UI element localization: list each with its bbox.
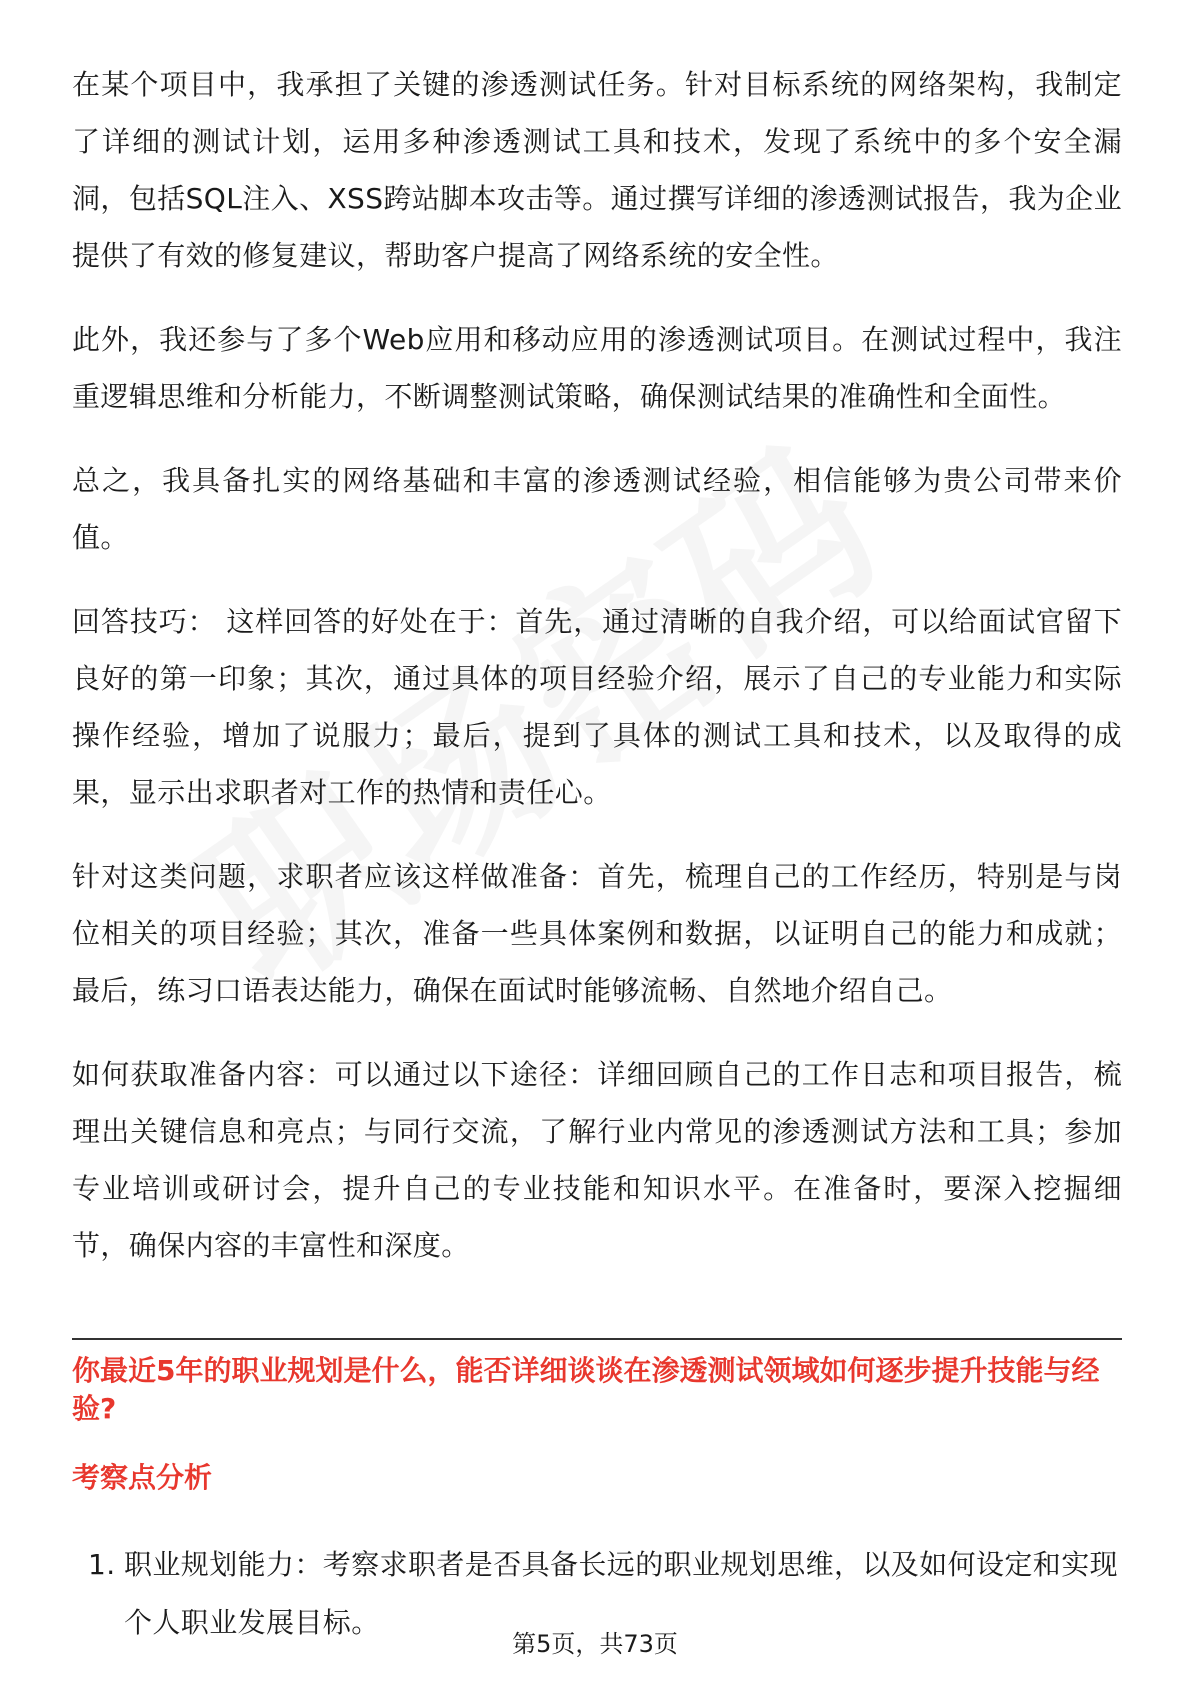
paragraph-preparation: 针对这类问题，求职者应该这样做准备：首先，梳理自己的工作经历，特别是与岗位相关的项目经验；其次，准备一些具体案例和数据，以证明自己的能力和成就；最后，练习口语表达能力，确保在面试时能够流畅、自然地介绍自己。 <box>72 860 1122 1007</box>
list-item-text: 职业规划能力：考察求职者是否具备长远的职业规划思维，以及如何设定和实现个人职业发展目标。 <box>124 1548 1119 1639</box>
paragraph-summary: 总之，我具备扎实的网络基础和丰富的渗透测试经验，相信能够为贵公司带来价值。 <box>72 464 1122 554</box>
paragraph-how-to-obtain: 如何获取准备内容：可以通过以下途径：详细回顾自己的工作日志和项目报告，梳理出关键信息和亮点；与同行交流，了解行业内常见的渗透测试方法和工具；参加专业培训或研讨会，提升自己的专业技能和知识水平。在准备时，要深入挖掘细节，确保内容的丰富性和深度。 <box>72 1058 1122 1262</box>
list-item-number: 1. <box>88 1548 116 1581</box>
page-footer: 第5页，共73页 <box>512 1630 678 1658</box>
section-title: 考察点分析 <box>72 1461 213 1494</box>
paragraph-answer-tips: 回答技巧： 这样回答的好处在于：首先，通过清晰的自我介绍，可以给面试官留下良好的第一印象；其次，通过具体的项目经验介绍，展示了自己的专业能力和实际操作经验，增加了说服力；最后，提到了具体的测试工具和技术，以及取得的成果，显示出求职者对工作的热情和责任心。 <box>72 605 1122 809</box>
section-divider <box>72 1338 1122 1340</box>
document-body <box>72 56 1122 1301</box>
paragraph-project-experience: 在某个项目中，我承担了关键的渗透测试任务。针对目标系统的网络架构，我制定了详细的测试计划，运用多种渗透测试工具和技术，发现了系统中的多个安全漏洞，包括SQL注入、XSS跨站脚本攻击等。通过撰写详细的渗透测试报告，我为企业提供了有效的修复建议，帮助客户提高了网络系统的安全性。 <box>72 68 1122 272</box>
question-heading: 你最近5年的职业规划是什么，能否详细谈谈在渗透测试领域如何逐步提升技能与经验? <box>72 1354 1100 1425</box>
paragraph-web-mobile: 此外，我还参与了多个Web应用和移动应用的渗透测试项目。在测试过程中，我注重逻辑思维和分析能力，不断调整测试策略，确保测试结果的准确性和全面性。 <box>72 323 1122 413</box>
